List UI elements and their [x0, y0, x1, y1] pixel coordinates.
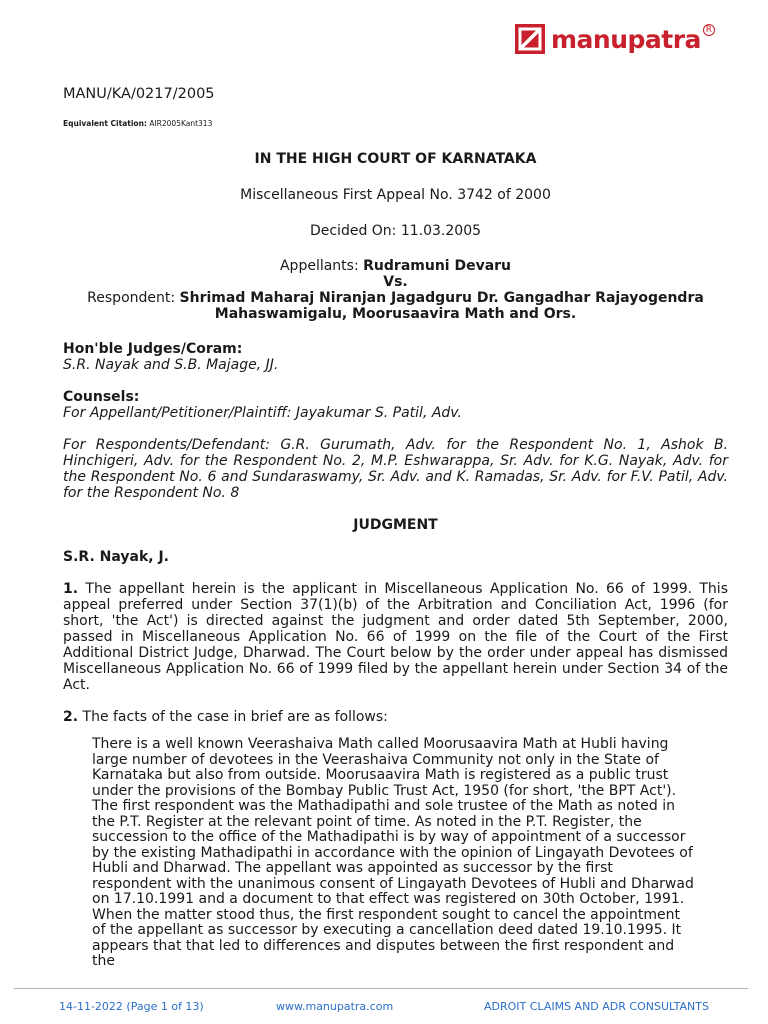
paragraph-1-number: 1. [63, 581, 79, 597]
paragraph-1 [63, 581, 728, 693]
respondent-label: Respondent: [87, 290, 176, 306]
respondent-line [63, 290, 728, 306]
decided-on: Decided On: 11.03.2005 [309, 223, 482, 239]
appellants-line [63, 258, 728, 274]
footer-divider [14, 988, 748, 989]
footer-firm-name: ADROIT CLAIMS AND ADR CONSULTANTS [484, 1000, 709, 1013]
manupatra-logo [515, 22, 713, 56]
versus: Vs. [383, 274, 408, 290]
appellants-label: Appellants: [279, 258, 359, 274]
paragraph-2 [63, 709, 728, 725]
judges-heading: Hon'ble Judges/Coram: [63, 341, 243, 357]
document-body [63, 86, 728, 970]
registered-mark: R [703, 24, 715, 36]
footer-site-link[interactable]: www.manupatra.com [276, 1000, 394, 1013]
quoted-facts: There is a well known Veerashaiva Math called Moorusaavira Math at Hubli having large number of devotees in the Veerashaiva Community not only in the State of Karnataka but also from outside. Moorusaavira Math is registered as a public trust under the provisions of the Bombay Public Trust Act, 1950 (for short, 'the BPT Act'). The first respondent was the Mathadipathi and sole trustee of the Math as noted in the P.T. Register at the relevant point of time. As noted in the P.T. Register, the succession to the office of the Mathadipathi is by way of appointment of a successor by the existing Mathadipathi in accordance with the opinion of Lingayath Devotees of Hubli and Dharwad. The appellant was appointed as successor by the first respondent with the unanimous consent of Lingayath Devotees of Hubli and Dharwad on 17.10.1991 and a document to that effect was registered on 30th October, 1991. When the matter stood thus, the first respondent sought to cancel the appointment of the appellant as successor by executing a cancellation deed dated 19.10.1995. It appears that that led to differences and disputes between the first respondent and the [92, 736, 694, 969]
judges-section [63, 341, 728, 373]
manu-citation: MANU/KA/0217/2005 [63, 86, 215, 102]
footer-date-page: 14-11-2022 (Page 1 of 13) [59, 1000, 204, 1013]
counsel-appellant: For Appellant/Petitioner/Plaintiff: Jayakumar S. Patil, Adv. [63, 405, 462, 421]
logo-wordmark: manupatra [551, 24, 701, 54]
equivalent-citation [63, 116, 728, 132]
appellants-name: Rudramuni Devaru [363, 258, 512, 274]
paragraph-1-text: The appellant herein is the applicant in Miscellaneous Application No. 66 of 1999. This appeal preferred under Section 37(1)(b) of the Arbitration and Conciliation Act, 1996 (for short, 'the Act') is directed against the judgment and order dated 5th September, 2000, passed in Miscellaneous Application No. 66 of 1999 on the file of the Court of the First Additional District Judge, Dharwad. The Court below by the order under appeal has dismissed Miscellaneous Application No. 66 of 1999 filed by the appellant herein under Section 34 of the Act. [63, 581, 728, 693]
counsels-section [63, 389, 728, 421]
judges-names: S.R. Nayak and S.B. Majage, JJ. [63, 357, 279, 373]
judgment-author: S.R. Nayak, J. [63, 549, 169, 565]
equivalent-citation-value: AIR2005Kant313 [149, 119, 213, 128]
judgment-heading: JUDGMENT [353, 517, 438, 533]
manupatra-logo-icon [515, 24, 545, 54]
paragraph-2-number: 2. [63, 709, 79, 725]
counsels-heading: Counsels: [63, 389, 140, 405]
parties [63, 258, 728, 322]
equivalent-citation-label: Equivalent Citation: [63, 119, 147, 128]
appeal-number: Miscellaneous First Appeal No. 3742 of 2000 [240, 187, 551, 203]
respondent-name-line2: Mahaswamigalu, Moorusaavira Math and Ors. [214, 306, 577, 322]
court-name: IN THE HIGH COURT OF KARNATAKA [254, 151, 537, 167]
paragraph-2-text: The facts of the case in brief are as follows: [82, 709, 388, 725]
counsel-respondents: For Respondents/Defendant: G.R. Gurumath, Adv. for the Respondent No. 1, Ashok B. Hinchigeri, Adv. for the Respondent No. 2, M.P. Eshwarappa, Sr. Adv. for K.G. Nayak, Adv. for the Respondent No. 6 and Sundaraswamy, Sr. Adv. and K. Ramadas, Sr. Adv. for F.V. Patil, Adv. for the Respondent No. 8 [63, 437, 728, 501]
respondent-name-line1: Shrimad Maharaj Niranjan Jagadguru Dr. Gangadhar Rajayogendra [179, 290, 704, 306]
